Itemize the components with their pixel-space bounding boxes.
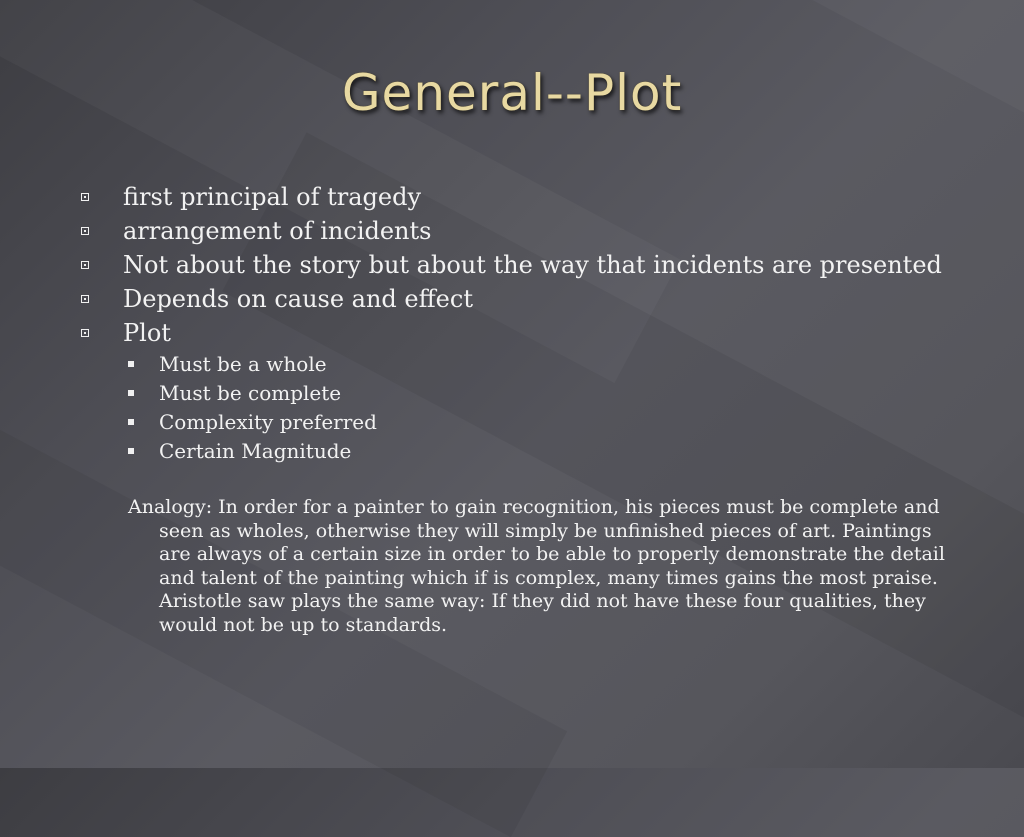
sub-bullet-item xyxy=(0,408,1024,437)
square-bullet-icon xyxy=(81,295,89,303)
bullet-item xyxy=(0,180,1024,214)
analogy-paragraph: Analogy: In order for a painter to gain recognition, his pieces must be complete and seen as wholes, otherwise they will simply be unfinished pieces of art. Paintings are always of a certain size in order to be able to properly demonstrate the detail and talent of the painting which if is complex, many times gains the most praise. Aristotle saw plays the same way: If they did not have these four qualities, they would not be up to standards. xyxy=(128,496,945,636)
slide-title: General--Plot xyxy=(341,64,683,122)
square-bullet-icon xyxy=(81,261,89,269)
filled-square-bullet-icon xyxy=(128,448,134,454)
sub-bullet-text: Must be complete xyxy=(159,381,342,405)
sub-bullet-item xyxy=(0,350,1024,379)
sub-bullet-item xyxy=(0,437,1024,466)
sub-bullet-text: Certain Magnitude xyxy=(159,439,352,463)
bullet-text: arrangement of incidents xyxy=(123,217,432,245)
bullet-list xyxy=(0,180,1024,466)
sub-bullet-text: Complexity preferred xyxy=(159,410,377,434)
sub-bullet-item xyxy=(0,379,1024,408)
bullet-item xyxy=(0,248,1024,282)
square-bullet-icon xyxy=(81,329,89,337)
bullet-text: Plot xyxy=(123,319,171,347)
bullet-item xyxy=(0,316,1024,350)
bullet-item xyxy=(0,214,1024,248)
filled-square-bullet-icon xyxy=(128,419,134,425)
filled-square-bullet-icon xyxy=(128,390,134,396)
filled-square-bullet-icon xyxy=(128,361,134,367)
square-bullet-icon xyxy=(81,227,89,235)
bullet-text: Depends on cause and effect xyxy=(123,285,473,313)
bullet-item xyxy=(0,282,1024,316)
square-bullet-icon xyxy=(81,193,89,201)
bullet-text: first principal of tragedy xyxy=(123,183,422,211)
bullet-text: Not about the story but about the way that incidents are presented xyxy=(123,251,942,279)
sub-bullet-text: Must be a whole xyxy=(159,352,327,376)
